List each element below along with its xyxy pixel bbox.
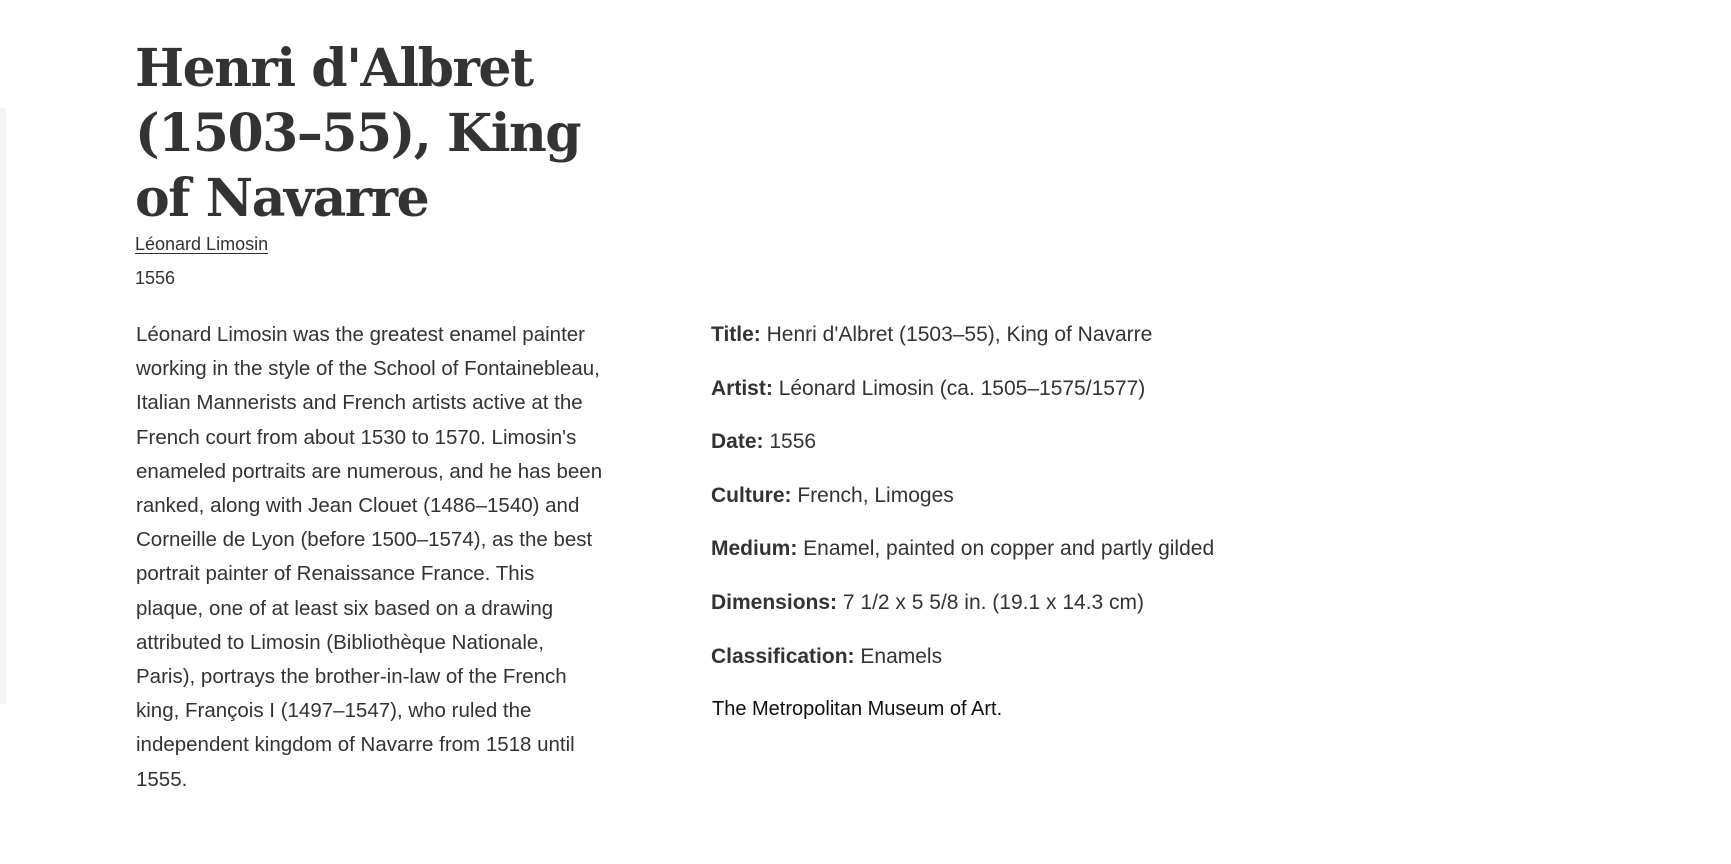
detail-medium: [711, 532, 1611, 566]
artwork-description: Léonard Limosin was the greatest enamel painter working in the style of the School of Fontainebleau, Italian Mannerists and French artists active at the French court from about 1530 to 1570. Limosin's enameled portraits are numerous, and he has been ranked, along with Jean Clouet (1486–1540) and Corneille de Lyon (before 1500–1574), as the best portrait painter of Renaissance France. This plaque, one of at least six based on a drawing attributed to Limosin (Bibliothèque Nationale, Paris), portrays the brother-in-law of the French king, François I (1497–1547), who ruled the independent kingdom of Navarre from 1518 until 1555.: [136, 323, 603, 791]
detail-value: Enamels: [860, 644, 943, 668]
detail-title: [711, 318, 1611, 352]
details-list: [711, 318, 1611, 693]
detail-label: Artist:: [711, 376, 773, 400]
detail-label: Medium:: [711, 537, 798, 561]
detail-value: Enamel, painted on copper and partly gilded: [803, 537, 1215, 561]
detail-value: 7 1/2 x 5 5/8 in. (19.1 x 14.3 cm): [842, 590, 1145, 614]
detail-label: Title:: [711, 323, 761, 346]
detail-culture: [711, 479, 1611, 513]
detail-label: Date:: [711, 430, 764, 454]
artist-link[interactable]: Léonard Limosin: [135, 234, 269, 254]
artwork-date: 1556: [135, 268, 176, 288]
detail-label: Culture:: [711, 483, 792, 507]
left-edge-divider: [0, 108, 6, 704]
detail-value: Henri d'Albret (1503–55), King of Navarre: [766, 323, 1153, 346]
detail-classification: [711, 640, 1611, 674]
artwork-title: Henri d'Albret (1503–55), King of Navarre: [135, 38, 581, 229]
detail-artist: [711, 372, 1611, 406]
detail-value: French, Limoges: [797, 483, 954, 507]
detail-label: Classification:: [711, 644, 855, 668]
museum-credit: The Metropolitan Museum of Art.: [712, 698, 1003, 720]
detail-value: 1556: [769, 430, 817, 454]
detail-date: [711, 425, 1611, 459]
detail-label: Dimensions:: [711, 590, 838, 614]
detail-dimensions: [711, 586, 1611, 620]
detail-value: Léonard Limosin (ca. 1505–1575/1577): [778, 376, 1146, 400]
